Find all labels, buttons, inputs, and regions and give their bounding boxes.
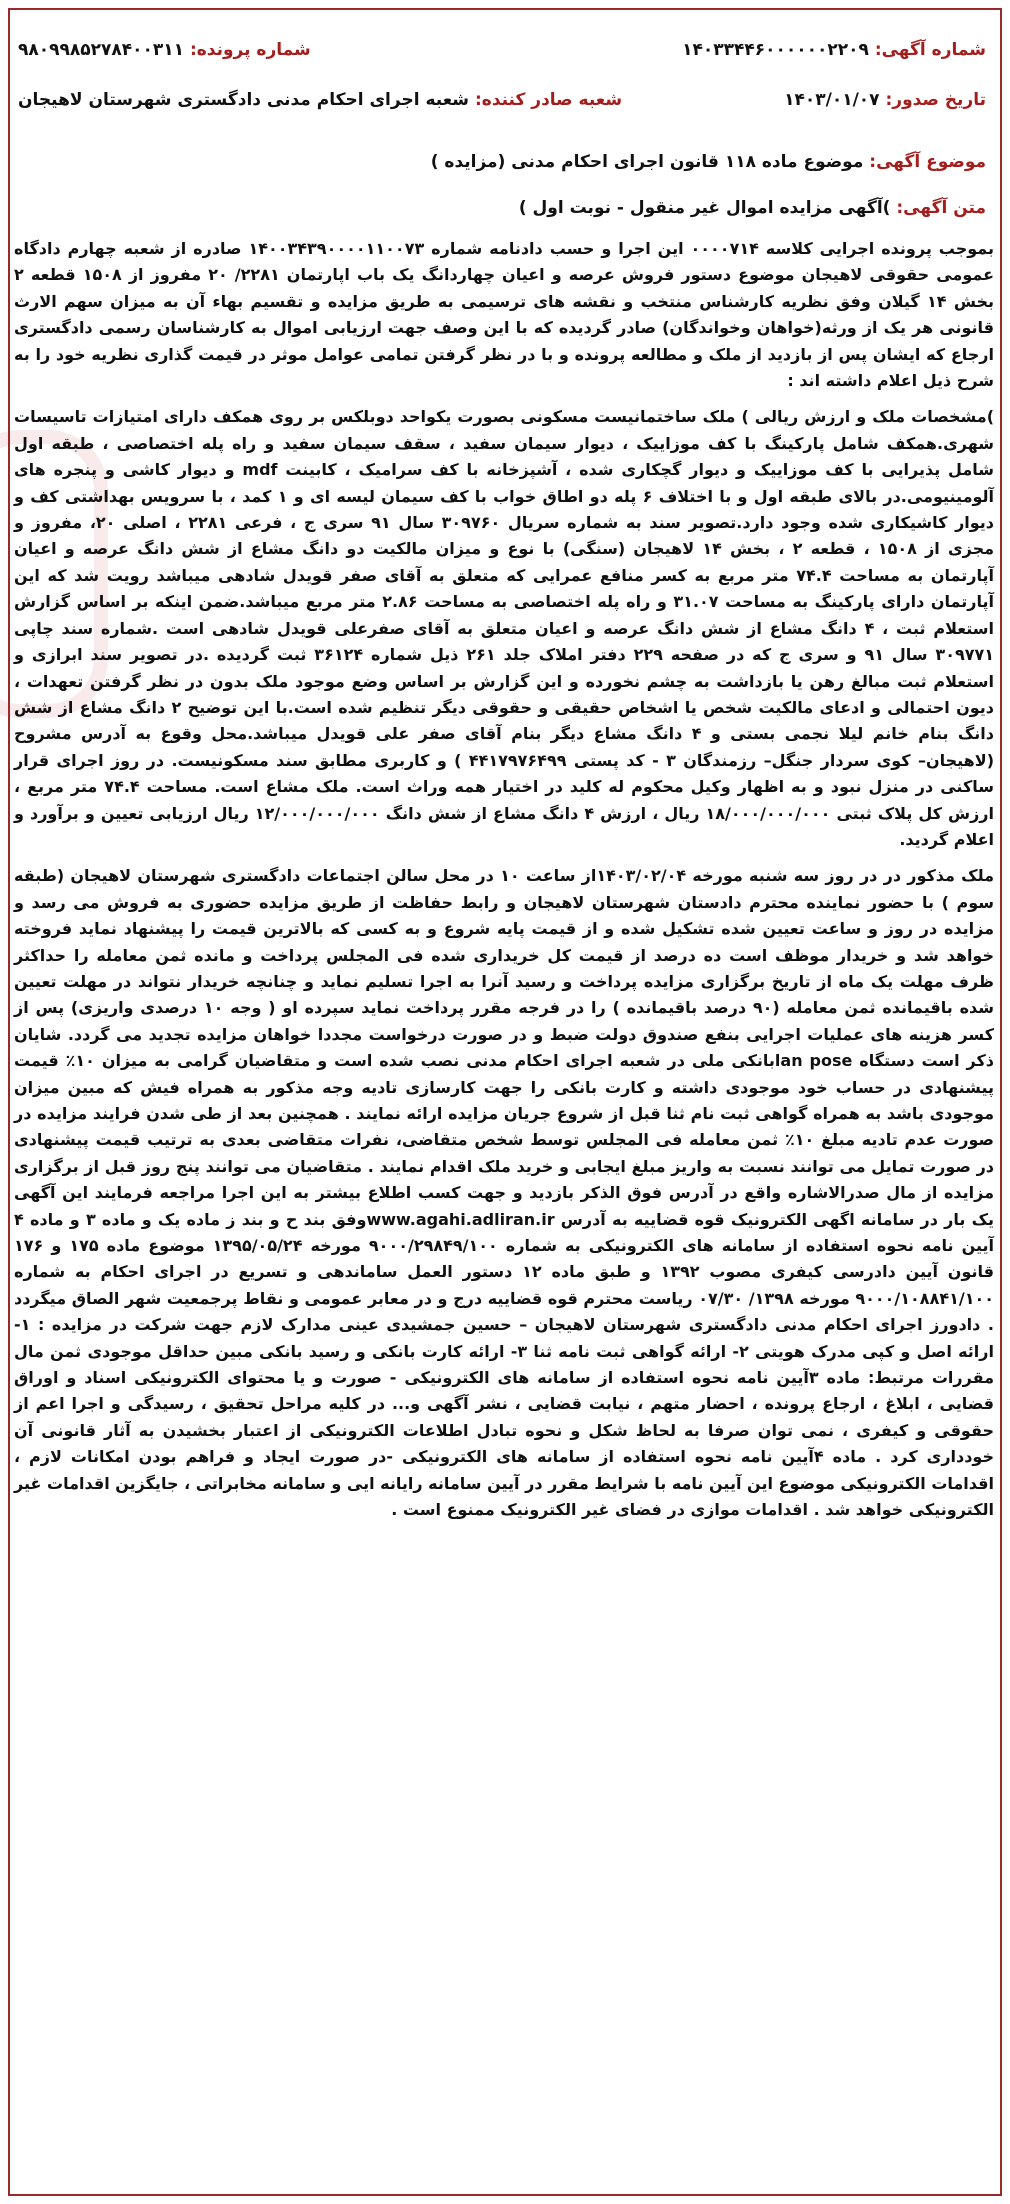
subject: موضوع ماده ۱۱۸ قانون اجرای احکام مدنی (مزایده ) [430,152,864,172]
case-number: ۹۸۰۹۹۸۵۲۷۸۴۰۰۳۱۱ [18,40,185,60]
issuing-branch-row [18,90,622,110]
paragraph-auction-terms: ملک مذکور در در روز سه شنبه مورخه ۱۴۰۳/۰۲/۰۴از ساعت ۱۰ در محل سالن اجتماعات دادگستری شهرستان لاهیجان (طبقه سوم ) با حضور نماینده محترم دادستان شهرستان لاهیجان و رابط حفاظت از طریق مزایده حضوری به فروش می رسد و مزایده در روز و ساعت تعیین شده تشکیل شده و از قیمت پایه شروع و به کسی که بالاترین قیمت را پیشنهاد نماید فروخته خواهد شد و خریدار موظف است ده درصد از قیمت کل خریداری شده فی المجلس پرداخت و مانده ثمن معامله را حداکثر ظرف مهلت یک ماه از تاریخ برگزاری مزایده پرداخت و رسید آنرا به اجرا تسلیم نماید و چنانچه خریدار نتواند در مهلت تعیین شده باقیمانده ثمن معامله (۹۰ درصد باقیمانده ) را در فرجه مقرر پرداخت نماید سپرده او ( وجه ۱۰ درصدی واریزی) پس از کسر هزینه های عملیات اجرایی بنفع صندوق دولت ضبط و در صورت درخواست مجددا خواهان مزایده تجدید می گردد. شایان ذکر است دستگاه lan poseبانکی ملی در شعبه اجرای احکام مدنی نصب شده است و متقاضیان گرامی به میزان ۱۰٪ قیمت پیشنهادی در حساب خود موجودی داشته و کارت بانکی را جهت کارسازی تادیه وجه مذکور به همراه فیش که مبین میزان موجودی باشد به همراه گواهی ثبت نام ثنا قبل از شروع جریان مزایده ارائه نمایند . همچنین بعد از طی شدن فرایند مزایده در صورت عدم تادیه مبلغ ۱۰٪ ثمن معامله فی المجلس توسط شخص متقاضی، نفرات متقاضی بعدی به ترتیب قیمت پیشنهادی در صورت تمایل می توانند نسبت به واریز مبلغ ایجابی و خرید ملک اقدام نمایند . متقاضیان می توانند پنج روز قبل از برگزاری مزایده از مال صدرالاشاره واقع در آدرس فوق الذکر بازدید و جهت کسب اطلاع بیشتر به این اجرا مراجعه فرمایند این آگهی یک بار در سامانه اگهی الکترونیک قوه قضاییه به آدرس www.agahi.adliran.irوفق بند ح و بند ز ماده یک و ماده ۳ و ماده ۴ آیین نامه نحوه استفاده از سامانه های الکترونیکی به شماره ۹۰۰۰/۲۹۸۴۹/۱۰۰ مورخه ۱۳۹۵/۰۵/۲۴ موضوع ماده ۱۷۵ و ۱۷۶ قانون آیین دادرسی کیفری مصوب ۱۳۹۲ و طبق ماده ۱۲ دستور العمل ساماندهی و تسریع در اجرای احکام به شماره ۹۰۰۰/۱۰۸۸۴۱/۱۰۰ مورخه ۱۳۹۸/ ۰۷/۳۰ ریاست محترم قوه قضاییه درج و در معابر عمومی و نقاط پرجمعیت شهر الصاق میگردد . دادورز اجرای احکام مدنی دادگستری شهرستان لاهیجان – حسین جمشیدی عینی مدارک لازم جهت شرکت در مزایده : ۱- ارائه اصل و کپی مدرک هویتی ۲- ارائه گواهی ثبت نامه ثنا ۳- ارائه کارت بانکی و رسید بانکی مبین حداقل موجودی ثمن مال مقررات مرتبط: ماده ۳آیین نامه نحوه استفاده از سامانه های الکترونیکی - صورت و یا محتوای الکترونیکی اسناد و اوراق قضایی ، ابلاغ ، ارجاع پرونده ، احضار متهم ، نیابت قضایی ، نشر آگهی و... در کلیه مراحل تحقیق ، رسیدگی و اجرا اعم از حقوقی و کیفری ، نمی توان صرفا به لحاظ شکل و نحوه تبادل اطلاعات الکترونیکی از اعتبار بخشیدن به آثار قانونی آن خودداری کرد . ماده ۴آیین نامه نحوه استفاده از سامانه های الکترونیکی -در صورت ایجاد و فراهم بودن امکانات لازم ، اقدامات الکترونیکی موضوع این آیین نامه با شرایط مقرر در آیین سامانه رایانه ایی و سامانه مخابراتی ، جایگزین اقدامات غیر الکترونیکی خواهد شد . اقدامات موازی در فضای غیر الکترونیک ممنوع است . [14,866,995,1520]
notice-title: )آگهی مزایده اموال غیر منقول - نوبت اول ) [518,198,891,218]
paragraph-property-specs: )مشخصات ملک و ارزش ریالی ) ملک ساختمانیست مسکونی بصورت یکواحد دوبلکس بر روی همکف دارای امتیازات تاسیسات شهری.همکف شامل پارکینگ با کف موزاییک ، دیوار سیمان سفید ، سقف سیمان سفید و راه پله اختصاصی ، طبقه اول شامل پذیرایی با کف موزاییک و دیوار گچکاری شده ، آشپزخانه با کف سرامیک ، کابینت mdf و دیوار کاشی و پنجره های آلومینیومی.در بالای طبقه اول و با اختلاف ۶ پله دو اطاق خواب با کف سیمان لیسه ای و ۱ کمد ، با سرویس بهداشتی کف و دیوار کاشیکاری شده وجود دارد.تصویر سند به شماره سریال ۳۰۹۷۶۰ سال ۹۱ سری ج ، فرعی ۲۲۸۱ ، اصلی ۲۰، مفروز و مجزی از ۱۵۰۸ ، قطعه ۲ ، بخش ۱۴ لاهیجان (سنگی) با نوع و میزان مالکیت دو دانگ مشاع از شش دانگ عرصه و اعیان آپارتمان به مساحت ۷۴.۴ متر مربع به کسر منافع عمرایی که متعلق به آقای صفر قویدل شادهی میباشد رویت شد که این آپارتمان دارای پارکینگ به مساحت ۳۱.۰۷ و راه پله اختصاصی به مساحت ۲.۸۶ متر مربع میباشد.ضمن اینکه بر اساس گزارش استعلام ثبت ، ۴ دانگ مشاع از شش دانگ عرصه و اعیان متعلق به آقای صفرعلی قویدل شادهی است .شماره سند چاپی ۳۰۹۷۷۱ سال ۹۱ و سری ج که در صفحه ۲۲۹ دفتر املاک جلد ۲۶۱ ذیل شماره ۳۶۱۲۴ ثبت گردیده .در تصویر سند ابرازی و استعلام ثبت مبالغ رهن یا بازداشت به چشم نخورده و این گزارش بر اساس وضع موجود ملک بدون در نظر گرفتن تعهدات ، دیون احتمالی و ادعای مالکیت شخص یا اشخاص حقیقی و حقوقی دیگر تنظیم شده است.با این توضیح ۲ دانگ مشاع از شش دانگ بنام خانم لیلا نجمی بستی و ۴ دانگ مشاع دیگر بنام آقای صفر علی قویدل میباشد.محل وقوع به آدرس مشروح (لاهیجان– کوی سردار جنگل– رزمندگان ۳ - کد پستی ۴۴۱۷۹۷۶۴۹۹ ) و کاربری مطابق سند مسکونیست. در روز اجرای قرار ساکنی در منزل نبود و به اظهار وکیل محکوم له کلید در اختیار همه وراث است. ملک مشاع است. مساحت ۷۴.۴ متر مربع ، ارزش کل پلاک ثبتی ۱۸/۰۰۰/۰۰۰/۰۰۰ ریال ، ارزش ۴ دانگ مشاع از شش دانگ ۱۲/۰۰۰/۰۰۰/۰۰۰ ریال ارزیابی تعیین و برآورد و اعلام گردید. [14,407,995,849]
subject-row [431,152,986,172]
case-number-label: شماره پرونده: [189,40,311,60]
subject-label: موضوع آگهی: [869,152,986,172]
ad-number: ۱۴۰۳۳۴۴۶۰۰۰۰۰۰۲۲۰۹ [682,40,869,60]
notice-text-label: متن آگهی: [896,198,986,218]
issuing-branch-label: شعبه صادر کننده: [474,90,623,110]
issue-date-label: تاریخ صدور: [885,90,986,110]
notice-text-row [519,198,986,218]
paragraph-intro: بموجب پرونده اجرایی کلاسه ۰۰۰۰۷۱۴ این اجرا و حسب دادنامه شماره ۱۴۰۰۳۴۳۹۰۰۰۰۱۱۰۰۷۳ صادره از شعبه چهارم دادگاه عمومی حقوقی لاهیجان موضوع دستور فروش عرصه و اعیان چهاردانگ یک باب اپارتمان ۲۲۸۱/ ۲۰ مفروز از ۱۵۰۸ قطعه ۲ بخش ۱۴ گیلان وفق نظریه کارشناس منتخب و نقشه های ترسیمی به طریق مزایده و تقسیم بهاء آن به میزان سهم الارث قانونی هر یک از ورثه(خواهان وخواندگان) صادر گردیده که با این وصف جهت ارزیابی اموال به کارشناسان رسمی دادگستری ارجاع که ایشان پس از بازدید از ملک و مطالعه پرونده و با در نظر گرفتن تمامی عوامل موثر در قیمت گذاری نظریه خود را به شرح ذیل اعلام داشته اند : [14,239,995,391]
issuing-branch: شعبه اجرای احکام مدنی دادگستری شهرستان لاهیجان [18,90,470,110]
ad-number-label: شماره آگهی: [874,40,986,60]
issue-date-row [784,90,986,110]
case-number-row [18,40,311,60]
ad-number-row [682,40,986,60]
issue-date: ۱۴۰۳/۰۱/۰۷ [784,90,880,110]
notice-body [14,236,994,1534]
